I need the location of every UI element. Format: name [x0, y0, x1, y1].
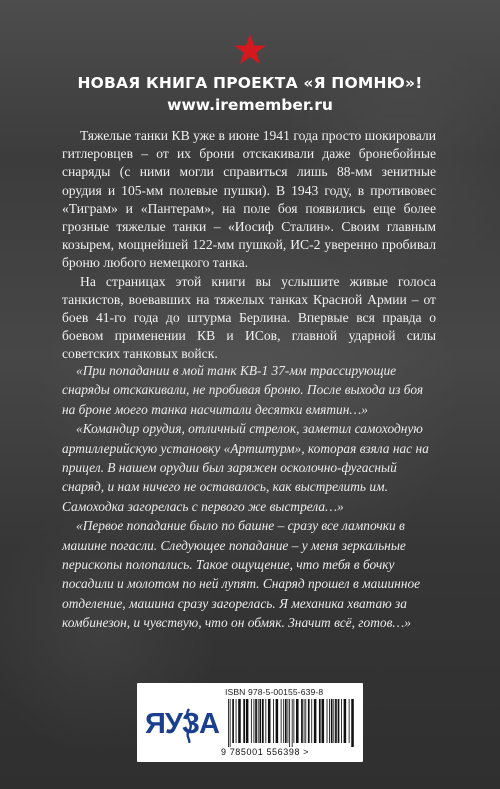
website-link[interactable]: www.iremember.ru [167, 96, 333, 114]
isbn-label: ISBN 978-5-00155-639-8 [225, 687, 324, 697]
headline: НОВАЯ КНИГА ПРОЕКТА «Я ПОМНЮ»! [77, 74, 423, 92]
barcode-number: 9 785001 556398 > [221, 747, 310, 757]
quote: «Первое попадание было по башне – сразу все лампочки в машине погасли. Следующее попадание – у меня зеркальные перископы полопались. Такое ощущение, что тебя в бочку посадили и молотом по ней лупят. Снаряд прошел в машинное отделение, машина сразу загорелась. Я механика хватаю за комбинезон, и чувствую, что он обмяк. Значит всё, готов…» [62, 518, 421, 631]
publisher-logo [143, 703, 219, 743]
publisher-logo-text: ЯУЗА [145, 708, 219, 740]
quote: «При попадании в мой танк КВ-1 37-мм трассирующие снаряды отскакивали, не пробивая броню. После выхода из боя на броне моего танка насчитали десятки вмятин…» [62, 363, 424, 417]
description-paragraph: На страницах этой книги вы услышите живые голоса танкистов, воевавших на тяжелых танках Красной Армии – от боев 41-го года до штурма Берлина. Впервые вся правда о боевом применении КВ и ИСов, главной ударной силы советских танковых войск. [62, 273, 436, 362]
book-description [62, 127, 436, 364]
barcode-icon [227, 699, 355, 747]
veteran-quotes [62, 361, 436, 633]
quote: «Командир орудия, отличный стрелок, заметил самоходную артиллерийскую установку «Артштурм», которая взяла нас на прицел. В нашем орудии был заряжен осколочно-фугасный снаряд, и нам ничего не оставалось, как выстрелить им. Самоходка загорелась с первого же выстрела…» [62, 421, 429, 514]
red-star-icon [233, 33, 267, 67]
barcode-panel [137, 683, 363, 762]
description-paragraph: Тяжелые танки КВ уже в июне 1941 года просто шокировали гитлеровцев – от их брони отскакивали даже бронебойные снаряды (с ними могли справиться лишь 88-мм зенитные орудия и 105-мм полевые пушки). В 1943 году, в противовес «Тиграм» и «Пантерам», на поле боя появились еще более грозные тяжелые танки – «Иосиф Сталин». Своим главным козырем, мощнейшей 122-мм пушкой, ИС-2 уверенно пробивал броню любого немецкого танка. [62, 128, 436, 271]
